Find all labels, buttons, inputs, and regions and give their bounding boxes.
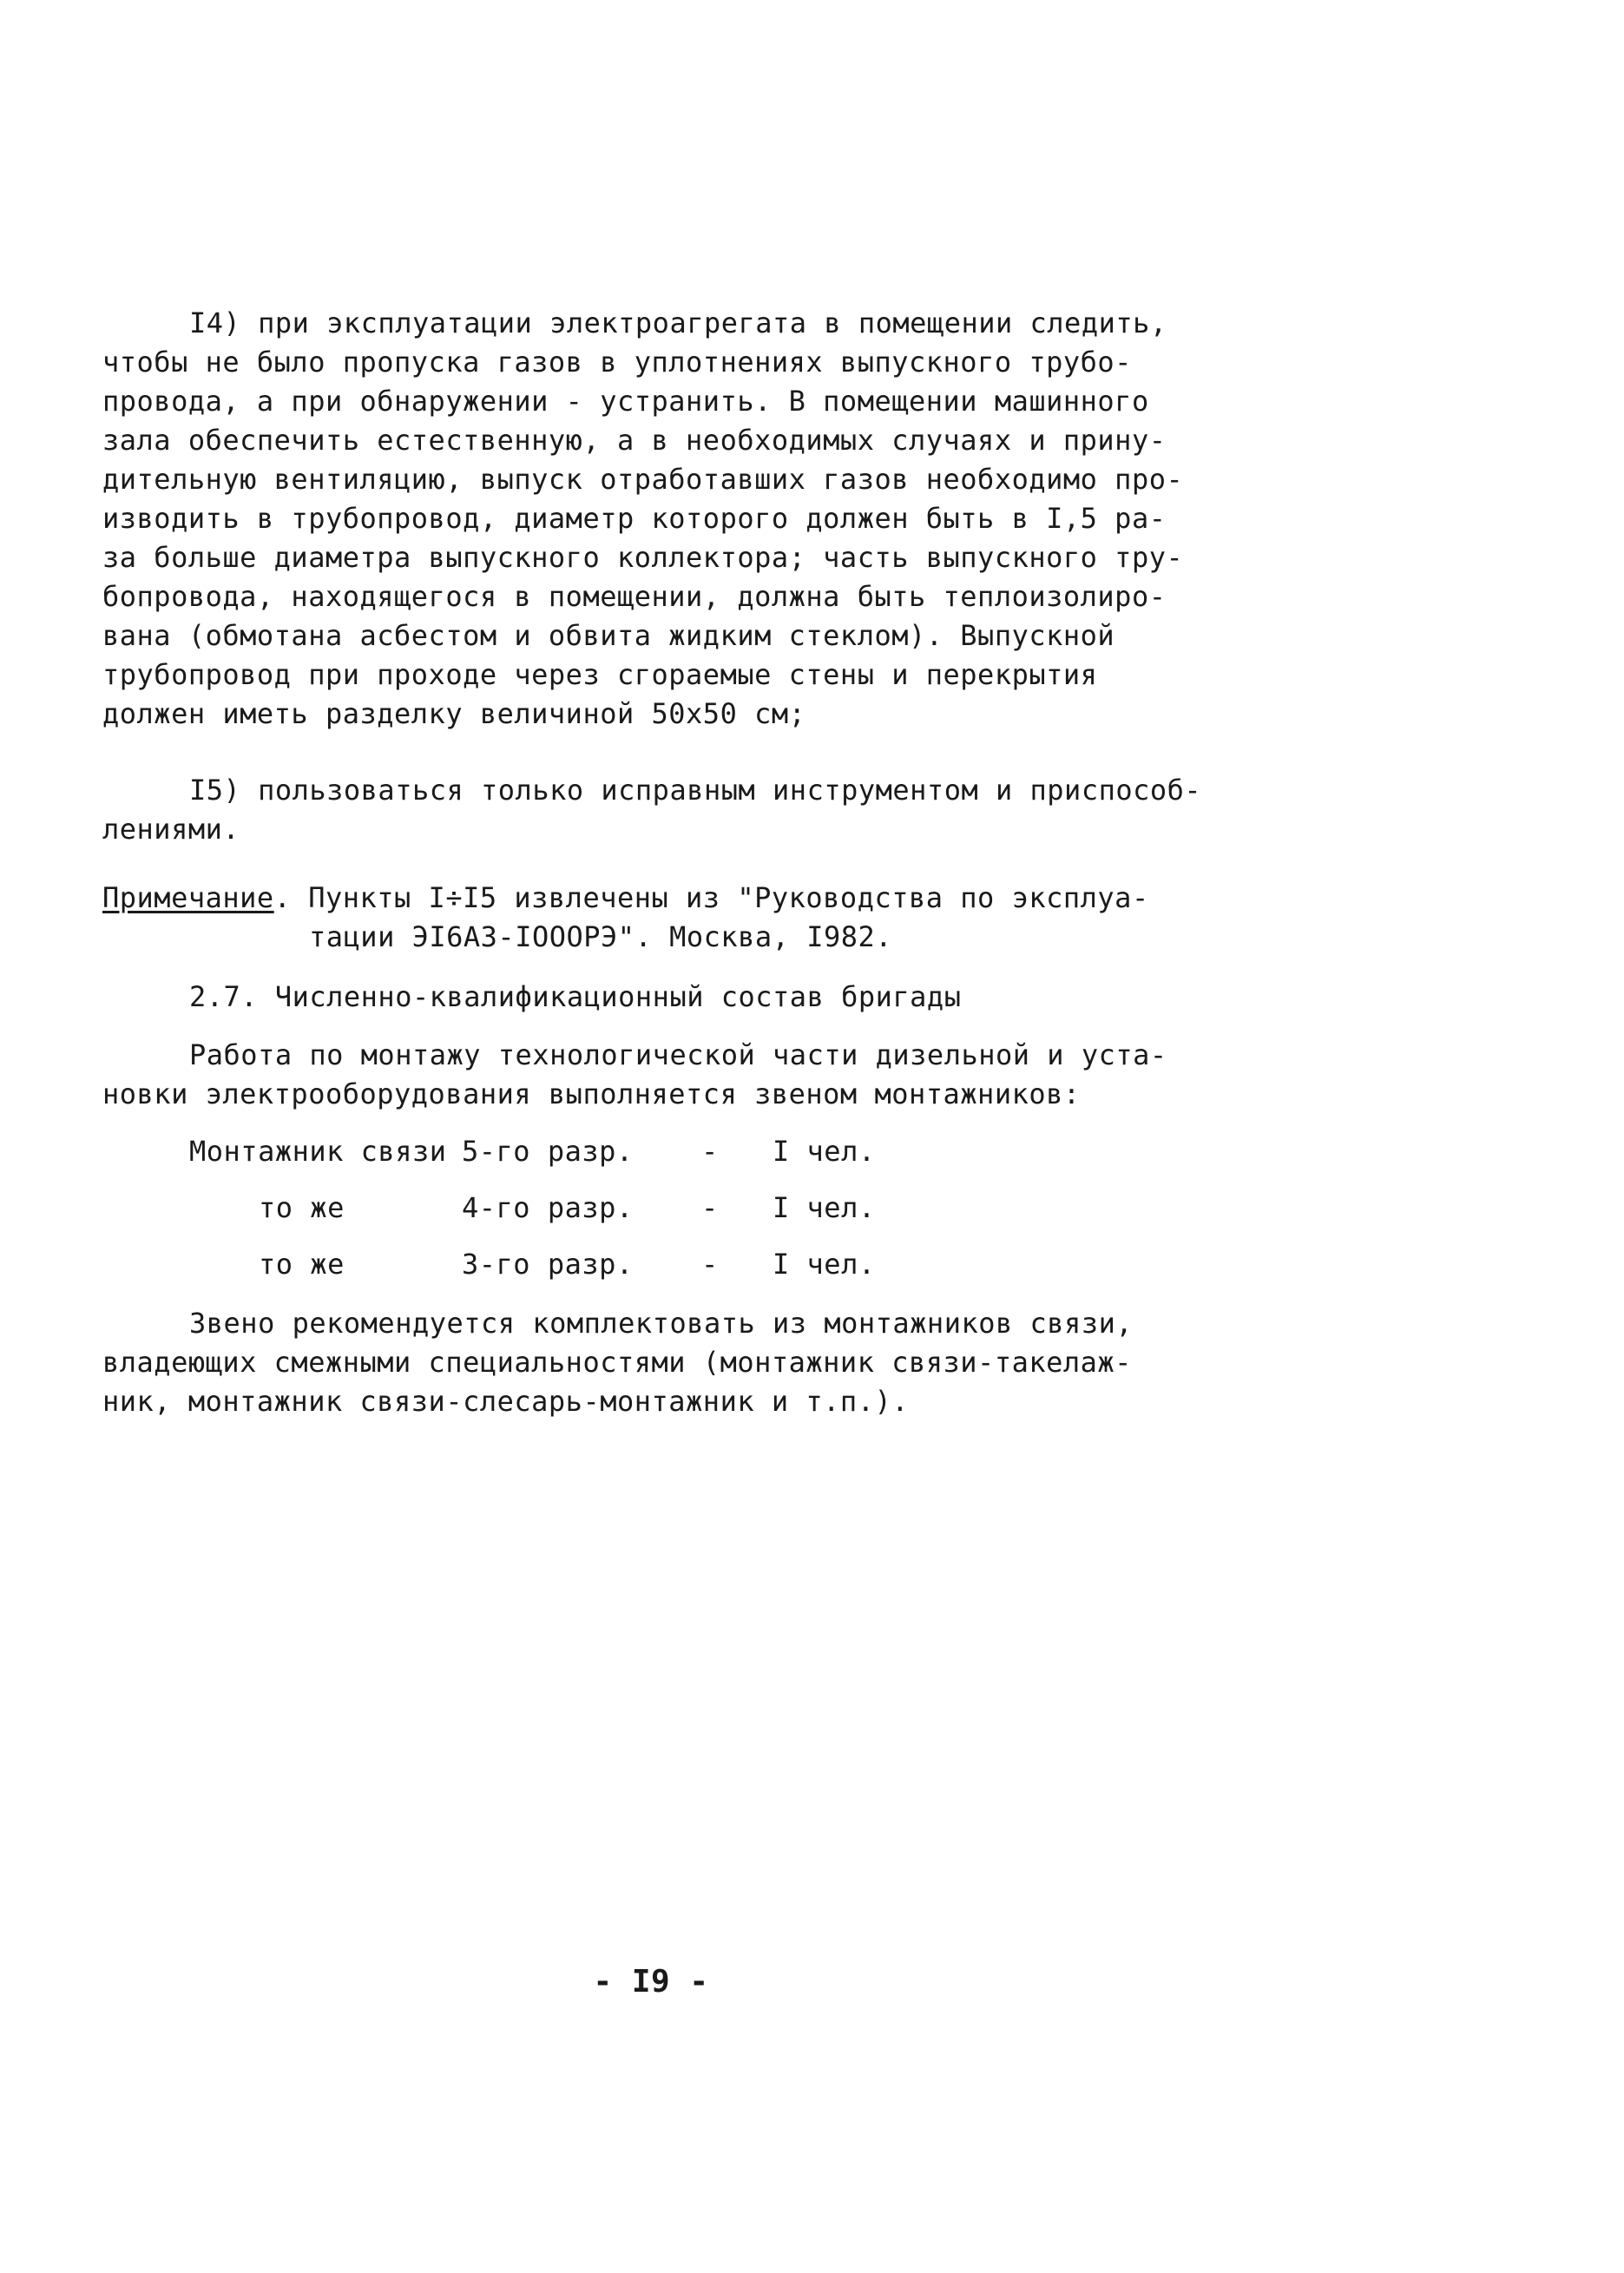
page-number: - I9 - xyxy=(593,1964,709,2000)
crew-rank: 5-го разр. xyxy=(462,1135,634,1168)
crew-rank: 3-го разр. xyxy=(462,1248,634,1281)
crew-count: I чел. xyxy=(773,1248,876,1281)
work-intro-paragraph xyxy=(102,1036,1222,1114)
crew-role: то же xyxy=(259,1248,345,1281)
crew-dash: - xyxy=(701,1248,719,1281)
paragraph-line: I5) пользоваться только исправным инструментом и приспособ- xyxy=(189,774,1202,807)
paragraph-line: вана (обмотана асбестом и обвита жидким стеклом). Выпускной xyxy=(102,619,1115,652)
paragraph-line: Работа по монтажу технологической части дизельной и уста- xyxy=(189,1038,1167,1071)
note-text-continuation: тации ЭI6А3-IOOOРЭ". Москва, I982. xyxy=(309,920,893,953)
recommendation-paragraph xyxy=(102,1304,1222,1421)
crew-dash: - xyxy=(701,1135,719,1168)
note-label: Примечание xyxy=(102,881,274,914)
paragraph-line: за больше диаметра выпускного коллектора; часть выпускного тру- xyxy=(102,541,1184,574)
crew-role: то же xyxy=(259,1191,345,1224)
paragraph-line: лениями. xyxy=(102,813,240,846)
note-block xyxy=(102,879,1231,957)
paragraph-line: бопровода, находящегося в помещении, должна быть теплоизолиро- xyxy=(102,580,1167,613)
crew-count: I чел. xyxy=(773,1135,876,1168)
crew-row xyxy=(189,1132,970,1189)
paragraph-line: ник, монтажник связи-слесарь-монтажник и т.п.). xyxy=(102,1385,909,1418)
paragraph-line: изводить в трубопровод, диаметр которого должен быть в I,5 ра- xyxy=(102,502,1167,535)
crew-row xyxy=(189,1245,970,1301)
crew-dash: - xyxy=(701,1191,719,1224)
paragraph-line: трубопровод при проходе через сгораемые стены и перекрытия xyxy=(102,658,1098,691)
paragraph-line: дительную вентиляцию, выпуск отработавших газов необходимо про- xyxy=(102,463,1184,496)
paragraph-line: зала обеспечить естественную, а в необходимых случаях и прину- xyxy=(102,424,1167,457)
paragraph-line: должен иметь разделку величиной 50x50 см; xyxy=(102,697,806,730)
section-heading: 2.7. Численно-квалификационный состав бригады xyxy=(189,980,962,1013)
paragraph-line: чтобы не было пропуска газов в уплотнениях выпускного трубо- xyxy=(102,346,1132,379)
paragraph-line: I4) при эксплуатации электроагрегата в помещении следить, xyxy=(189,306,1167,339)
crew-row xyxy=(189,1189,970,1245)
paragraph-line: владеющих смежными специальностями (монтажник связи-такелаж- xyxy=(102,1346,1132,1379)
item-14-paragraph xyxy=(102,304,1222,734)
crew-rank: 4-го разр. xyxy=(462,1191,634,1224)
item-15-paragraph xyxy=(102,771,1222,849)
crew-count: I чел. xyxy=(773,1191,876,1224)
crew-role: Монтажник связи xyxy=(189,1135,447,1168)
paragraph-line: новки электрооборудования выполняется звеном монтажников: xyxy=(102,1077,1081,1110)
crew-list xyxy=(189,1132,970,1301)
note-text: . Пункты I÷I5 извлечены из "Руководства по эксплуа- xyxy=(273,881,1149,914)
paragraph-line: Звено рекомендуется комплектовать из монтажников связи, xyxy=(189,1307,1134,1340)
paragraph-line: провода, а при обнаружении - устранить. В помещении машинного xyxy=(102,385,1149,418)
